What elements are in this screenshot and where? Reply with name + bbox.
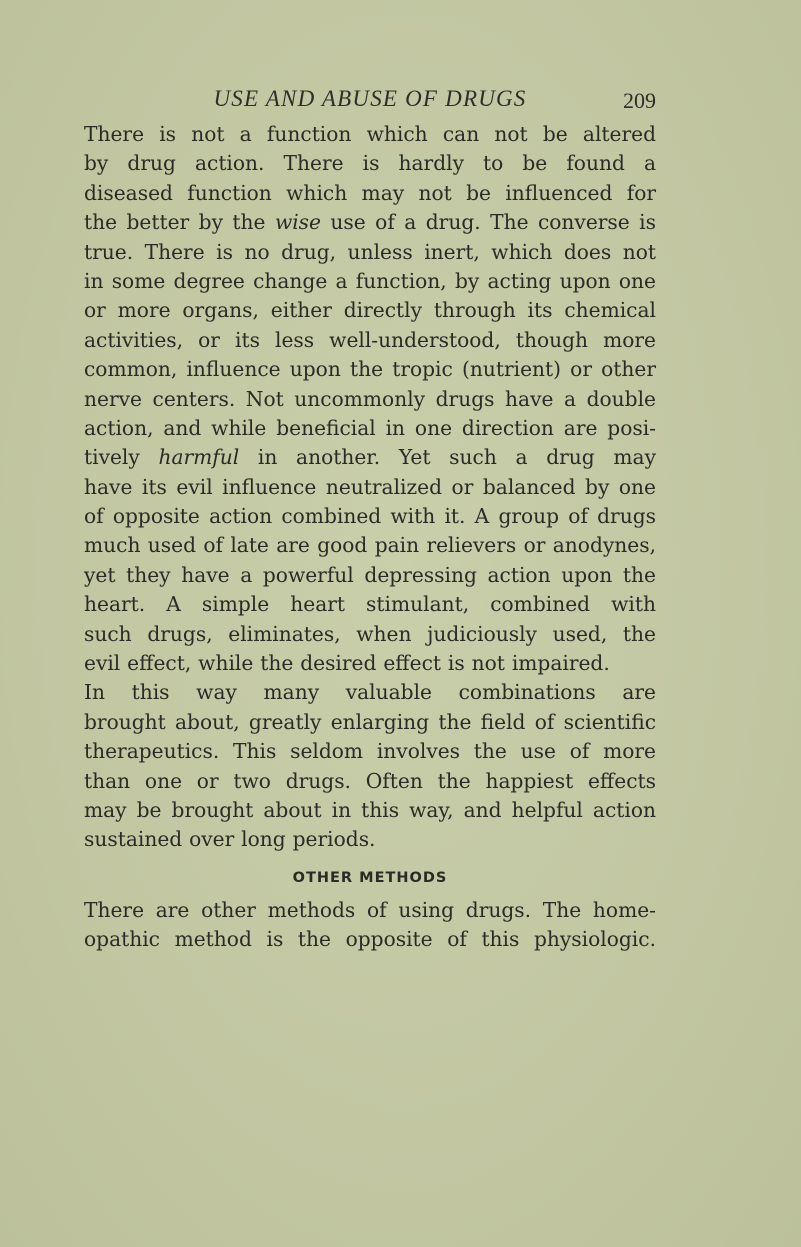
text-line: therapeutics. This seldom involves the use of more [84, 739, 656, 764]
text-segment: use of a drug. The converse is [320, 210, 656, 235]
text-line: may be brought about in this way, and helpful action [84, 797, 656, 822]
emphasis-text: wise [274, 210, 321, 235]
running-title: USE AND ABUSE OF DRUGS [213, 86, 527, 111]
text-line: common, influence upon the tropic (nutrient) or other [84, 357, 656, 382]
paragraph-3 [84, 896, 656, 955]
text-line: There is not a function which can not be altered [84, 122, 656, 146]
paragraph-1 [84, 120, 656, 678]
text-line: in some degree change a function, by acting upon one [84, 268, 656, 293]
text-segment: in another. Yet such a drug may [239, 445, 656, 470]
text-line: much used of late are good pain relievers or anodynes, [84, 533, 656, 558]
text-line: action, and while beneficial in one direction are posi- [84, 415, 656, 440]
text-line: heart. A simple heart stimulant, combined with [84, 592, 656, 617]
text-line: or more organs, either directly through its chemical [84, 298, 656, 323]
body-text [84, 120, 656, 855]
text-line: have its evil influence neutralized or balanced by one [84, 474, 656, 499]
text-line: In this way many valuable combinations are [84, 680, 656, 705]
text-line: evil effect, while the desired effect is not impaired. [84, 651, 610, 676]
paragraph-2 [84, 678, 656, 854]
running-head [84, 86, 656, 118]
text-line: diseased function which may not be influenced for [84, 180, 656, 205]
text-line [84, 208, 656, 237]
text-line: brought about, greatly enlarging the field of scientific [84, 709, 656, 734]
text-line: such drugs, eliminates, when judiciously used, the [84, 621, 656, 646]
text-line: opathic method is the opposite of this physiologic. [84, 927, 656, 952]
text-line: of opposite action combined with it. A group of drugs [84, 504, 656, 529]
text-line [84, 443, 656, 472]
text-line: true. There is no drug, unless inert, which does not [84, 239, 656, 264]
text-line: activities, or its less well-understood, though more [84, 327, 656, 352]
text-line: than one or two drugs. Often the happiest effects [84, 768, 656, 793]
text-segment: the better by the [84, 210, 275, 235]
text-line: sustained over long periods. [84, 827, 376, 852]
body-text-continued [84, 896, 656, 955]
text-segment: tively [84, 445, 159, 470]
emphasis-text: harmful [158, 445, 240, 470]
text-line: yet they have a powerful depressing action upon the [84, 562, 656, 587]
section-heading: OTHER METHODS [292, 870, 448, 886]
page-number: 209 [623, 88, 656, 113]
text-line: by drug action. There is hardly to be found a [84, 151, 656, 176]
text-line: There are other methods of using drugs. The home- [84, 898, 656, 922]
text-line: nerve centers. Not uncommonly drugs have a double [84, 386, 656, 411]
